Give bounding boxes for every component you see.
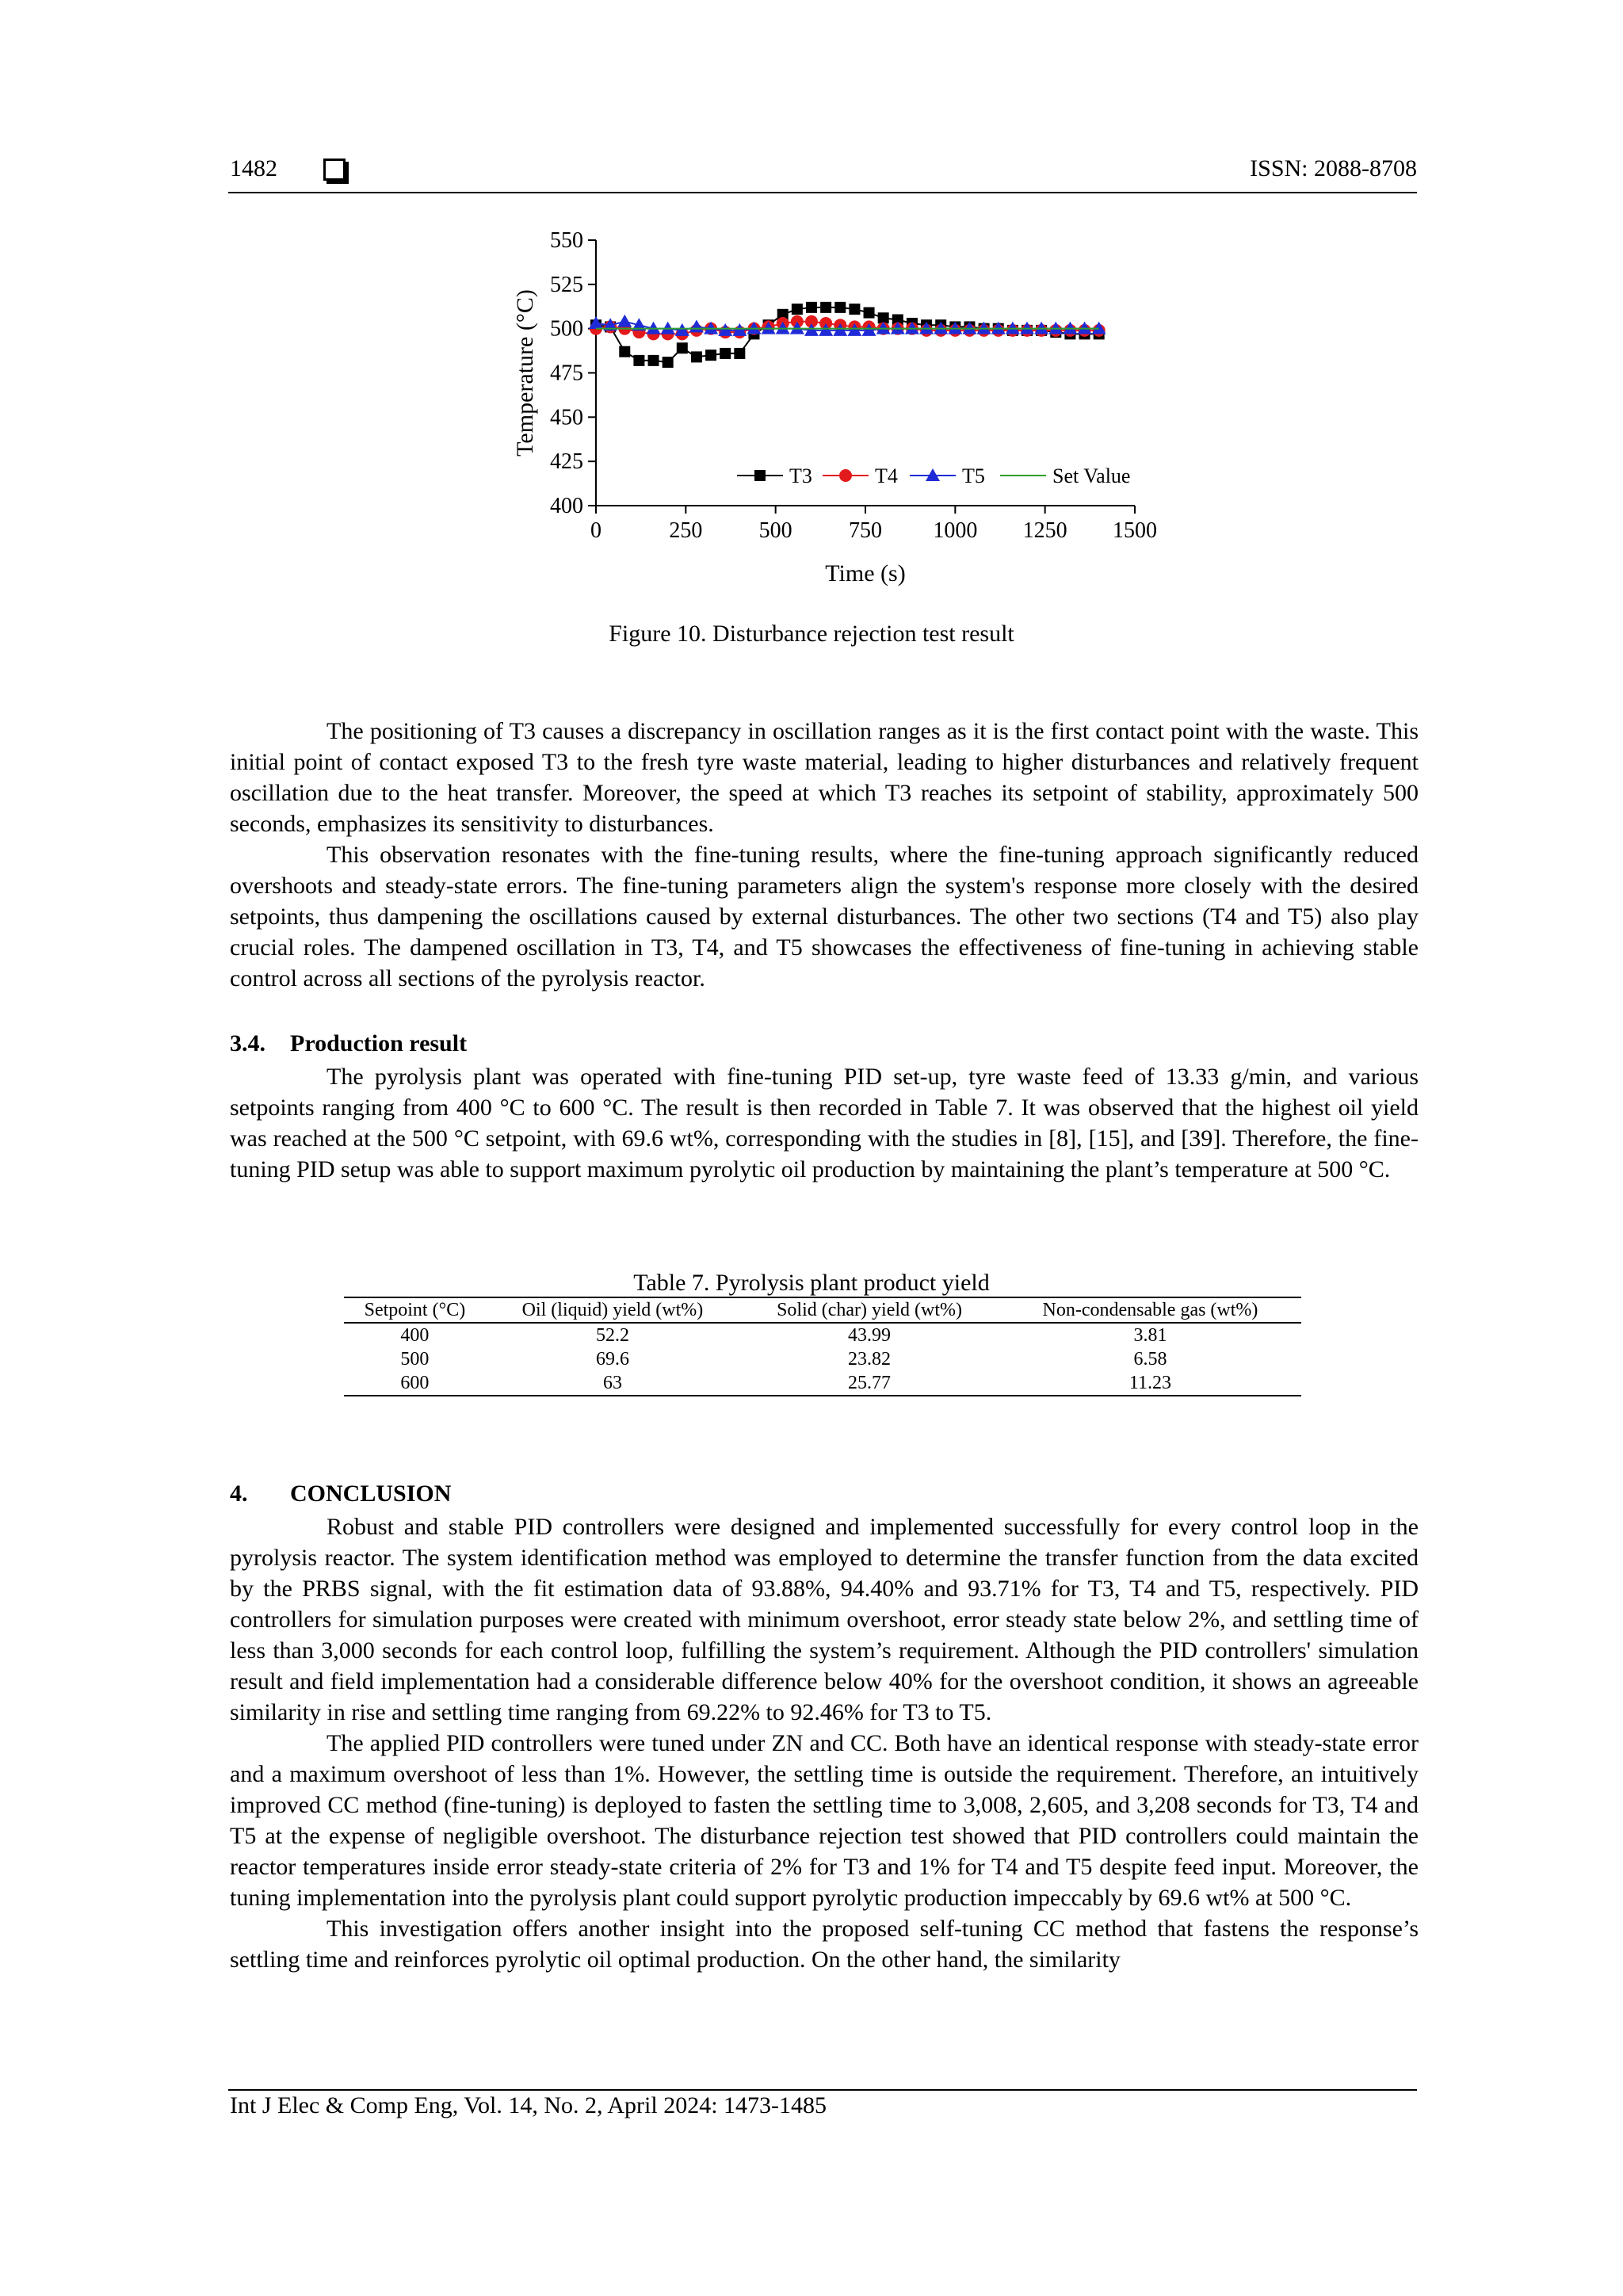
x-tick-label: 0 xyxy=(590,518,601,543)
body-section-3-3 xyxy=(230,716,1419,994)
data-point-t3 xyxy=(792,304,803,315)
data-point-t3 xyxy=(663,357,674,368)
table-cell: 43.99 xyxy=(848,1325,892,1346)
y-tick-label: 475 xyxy=(550,361,583,386)
figure-caption: Figure 10. Disturbance rejection test result xyxy=(609,621,1014,647)
data-point-t3 xyxy=(705,350,716,361)
footer-citation: Int J Elec & Comp Eng, Vol. 14, No. 2, April 2024: 1473-1485 xyxy=(230,2092,827,2118)
legend-label-set-value: Set Value xyxy=(1052,464,1131,487)
data-point-t3 xyxy=(734,348,745,359)
data-point-t3 xyxy=(849,304,860,315)
x-tick-label: 1500 xyxy=(1113,518,1157,543)
legend-label-t3: T3 xyxy=(789,464,812,487)
table-cell: 600 xyxy=(400,1373,430,1393)
paragraph: The positioning of T3 causes a discrepancy in oscillation ranges as it is the first contact point with the waste. This initial point of contact exposed T3 to the fresh tyre waste material, leading to higher disturbances and relatively frequent oscillation due to the heat transfer. Moreover, the speed at which T3 reaches its setpoint of stability, approximately 500 seconds, emphasizes its sensitivity to disturbances. xyxy=(230,718,1419,837)
legend-label-t5: T5 xyxy=(962,464,985,487)
section-title: Production result xyxy=(290,1030,468,1056)
column-header: Setpoint (°C) xyxy=(344,1297,486,1323)
disturbance-chart xyxy=(0,0,1623,602)
table-cell: 25.77 xyxy=(848,1373,892,1393)
column-header: Solid (char) yield (wt%) xyxy=(739,1297,999,1323)
body-conclusion xyxy=(230,1511,1419,1975)
issn: ISSN: 2088-8708 xyxy=(1250,155,1417,181)
x-tick-label: 250 xyxy=(669,518,703,543)
table-caption: Table 7. Pyrolysis plant product yield xyxy=(633,1270,990,1296)
legend-label-t4: T4 xyxy=(875,464,898,487)
table-cell: 52.2 xyxy=(595,1325,629,1346)
table-cell: 69.6 xyxy=(595,1349,629,1370)
data-point-t3 xyxy=(677,342,688,353)
page-number: 1482 xyxy=(230,155,277,181)
paragraph: This observation resonates with the fine-tuning results, where the fine-tuning approach significantly reduced overshoots and steady-state errors. The fine-tuning parameters align the system's response more closely with the desired setpoints, thus dampening the oscillations caused by external disturbances. The other two sections (T4 and T5) also play crucial roles. The dampened oscillation in T3, T4, and T5 showcases the effectiveness of fine-tuning in achieving stable control across all sections of the pyrolysis reactor. xyxy=(230,842,1419,991)
section-heading-conclusion xyxy=(230,1480,451,1507)
body-section-3-4 xyxy=(230,1061,1419,1185)
data-point-t3 xyxy=(820,302,831,313)
y-tick-label: 400 xyxy=(550,494,583,518)
y-tick-label: 550 xyxy=(550,228,583,253)
x-tick-label: 1250 xyxy=(1022,518,1067,543)
legend-marker-t4 xyxy=(839,469,852,482)
paragraph: Robust and stable PID controllers were designed and implemented successfully for every control loop in the pyrolysis reactor. The system identification method was employed to determine the transfer function from the data excited by the PRBS signal, with the fit estimation data of 93.88%, 94.40% and 93.71% for T3, T4 and T5, respectively. PID controllers for simulation purposes were created with minimum overshoot, error steady state below 2%, and settling time of less than 3,000 seconds for each control loop, fulfilling the system’s requirement. Although the PID controllers' simulation result and field implementation had a considerable difference below 40% for the overshoot condition, it shows an agreeable similarity in rise and settling time ranging from 69.22% to 92.46% for T3 to T5. xyxy=(230,1514,1419,1725)
x-tick-label: 500 xyxy=(758,518,792,543)
yield-table xyxy=(344,1297,1301,1396)
table-cell: 3.81 xyxy=(1133,1325,1167,1346)
table-row xyxy=(344,1371,1301,1396)
data-point-t5 xyxy=(689,319,704,332)
x-tick-label: 1000 xyxy=(933,518,978,543)
paragraph: This investigation offers another insight into the proposed self-tuning CC method that fastens the response’s settling time and reinforces pyrolytic oil optimal production. On the other hand, the similarity xyxy=(230,1916,1419,1973)
footer-divider xyxy=(228,2089,1417,2091)
data-point-t3 xyxy=(619,346,630,357)
paragraph: The pyrolysis plant was operated with fine-tuning PID set-up, tyre waste feed of 13.33 g/min, and various setpoints ranging from 400 °C to 600 °C. The result is then recorded in Table 7. It was observed that the highest oil yield was reached at the 500 °C setpoint, with 69.6 wt%, corresponding with the studies in [8], [15], and [39]. Therefore, the fine-tuning PID setup was able to support maximum pyrolytic oil production by maintaining the plant’s temperature at 500 °C. xyxy=(230,1064,1419,1182)
column-header: Oil (liquid) yield (wt%) xyxy=(486,1297,739,1323)
column-header: Non-condensable gas (wt%) xyxy=(999,1297,1301,1323)
table-cell: 63 xyxy=(602,1373,622,1393)
table-cell: 6.58 xyxy=(1133,1349,1167,1370)
table-row xyxy=(344,1347,1301,1371)
table-cell: 23.82 xyxy=(848,1349,892,1370)
data-point-t3 xyxy=(806,302,817,313)
section-heading-3-4 xyxy=(230,1030,467,1057)
data-point-t3 xyxy=(648,355,659,366)
table-cell: 500 xyxy=(400,1349,430,1370)
y-tick-label: 525 xyxy=(550,272,583,297)
data-point-t3 xyxy=(864,308,875,319)
y-tick-label: 450 xyxy=(550,405,583,430)
table-cell: 400 xyxy=(400,1325,430,1346)
data-point-t3 xyxy=(720,348,731,359)
table-header-row xyxy=(344,1297,1301,1323)
data-point-t3 xyxy=(834,302,846,313)
x-axis-label: Time (s) xyxy=(825,560,906,586)
x-tick-label: 750 xyxy=(849,518,882,543)
section-number: 3.4. xyxy=(230,1030,265,1056)
section-title: CONCLUSION xyxy=(290,1480,452,1507)
data-point-t3 xyxy=(633,355,644,366)
legend-marker-t3 xyxy=(754,470,766,481)
table-cell: 11.23 xyxy=(1128,1373,1172,1393)
data-point-t5 xyxy=(617,315,632,327)
paragraph: The applied PID controllers were tuned under ZN and CC. Both have an identical response with steady-state error and a maximum overshoot of less than 1%. However, the settling time is outside the requirement. Therefore, an intuitively improved CC method (fine-tuning) is deployed to fasten the settling time to 3,008, 2,605, and 3,208 seconds for T3, T4 and T5 at the expense of negligible overshoot. The disturbance rejection test showed that PID controllers could maintain the reactor temperatures inside error steady-state criteria of 2% for T3 and 1% for T4 and T5 despite feed input. Moreover, the tuning implementation into the pyrolysis plant could support pyrolytic production impeccably by 69.6 wt% at 500 °C. xyxy=(230,1730,1419,1911)
y-axis-label: Temperature (°C) xyxy=(512,289,538,457)
section-number: 4. xyxy=(230,1480,248,1507)
y-tick-label: 500 xyxy=(550,316,583,342)
y-tick-label: 425 xyxy=(550,449,583,475)
table-row xyxy=(344,1323,1301,1347)
data-point-t3 xyxy=(691,351,702,362)
